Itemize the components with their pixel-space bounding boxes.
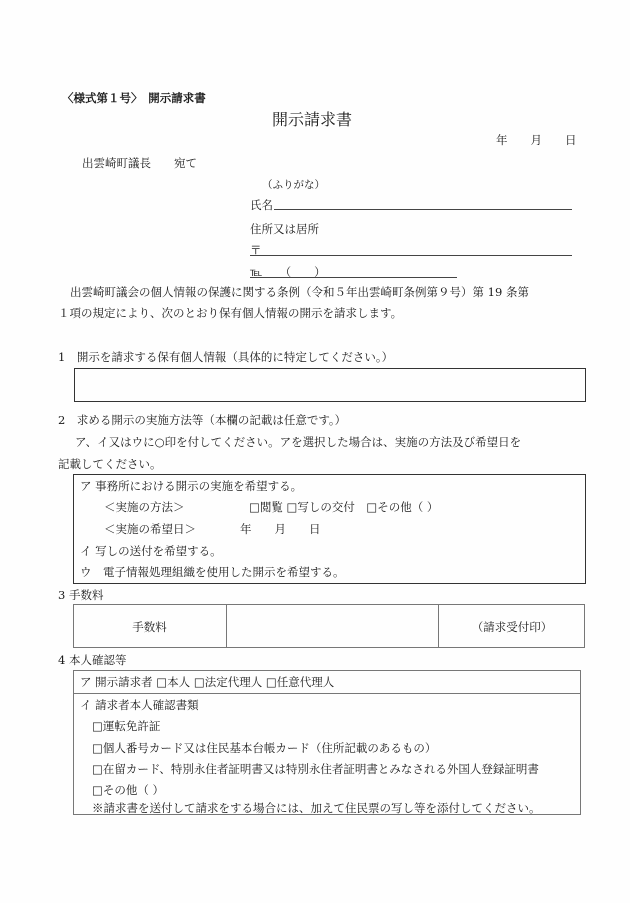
method-options[interactable]: □閲覧 □写しの交付 □その他（ ） <box>249 500 439 514</box>
option-i[interactable]: イ 写しの送付を希望する。 <box>80 544 222 558</box>
option-a[interactable]: ア 事務所における開示の実施を希望する。 <box>80 479 303 493</box>
identity-check-divider <box>73 693 581 694</box>
reception-stamp-label: （請求受付印） <box>471 620 553 634</box>
name-field[interactable] <box>274 209 572 210</box>
postal-label: 〒 <box>250 243 262 257</box>
form-number-label: 〈様式第１号〉 開示請求書 <box>62 91 206 105</box>
date-line: 年 月 日 <box>496 133 577 147</box>
id-doc-option[interactable]: □その他（ ） <box>92 783 165 797</box>
tel-label: ℡ （ ） <box>250 265 326 279</box>
mail-note: ※請求書を送付して請求をする場合には、加えて住民票の写し等を添付してください。 <box>92 801 541 815</box>
address-label: 住所又は居所 <box>250 222 319 236</box>
section4-heading: 4 本人確認等 <box>58 653 127 667</box>
fee-table-divider <box>226 604 227 648</box>
method-label: ＜実施の方法＞ <box>104 500 185 514</box>
desired-date-value[interactable]: 年 月 日 <box>240 522 321 536</box>
section2-heading: 2 求める開示の実施方法等（本欄の記載は任意です。） <box>58 413 347 427</box>
intro-line-1: 出雲崎町議会の個人情報の保護に関する条例（令和５年出雲崎町条例第９号）第 19 条第 <box>70 285 529 299</box>
tel-field[interactable] <box>250 277 457 278</box>
intro-line-2: １項の規定により、次のとおり保有個人情報の開示を請求します。 <box>58 306 403 320</box>
section2-note-line-2: 記載してください。 <box>58 457 162 471</box>
option-u[interactable]: ウ 電子情報処理組織を使用した開示を希望する。 <box>80 565 345 579</box>
id-doc-option[interactable]: □運転免許証 <box>92 719 161 733</box>
desired-date-label: ＜実施の希望日＞ <box>104 522 196 536</box>
id-documents-title: イ 請求者本人確認書類 <box>80 698 199 712</box>
furigana-label: （ふりがな） <box>262 179 325 191</box>
section1-heading: 1 開示を請求する保有個人情報（具体的に特定してください。） <box>58 350 394 364</box>
id-doc-option[interactable]: □在留カード、特別永住者証明書又は特別永住者証明書とみなされる外国人登録証明書 <box>92 762 539 776</box>
section2-note-line-1: ア、イ又はウに○印を付してください。アを選択した場合は、実施の方法及び希望日を <box>75 435 522 449</box>
requester-type-row[interactable]: ア 開示請求者 □本人 □法定代理人 □任意代理人 <box>80 675 335 689</box>
section3-heading: 3 手数料 <box>58 588 104 602</box>
fee-label: 手数料 <box>132 620 167 634</box>
id-doc-option[interactable]: □個人番号カード又は住民基本台帳カード（住所記載のあるもの） <box>92 741 437 755</box>
addressee: 出雲崎町議長 宛て <box>82 156 197 170</box>
page-title: 開示請求書 <box>272 110 353 129</box>
postal-address-field[interactable] <box>250 255 572 256</box>
name-label: 氏名 <box>250 198 273 212</box>
requested-info-field[interactable] <box>74 368 586 402</box>
